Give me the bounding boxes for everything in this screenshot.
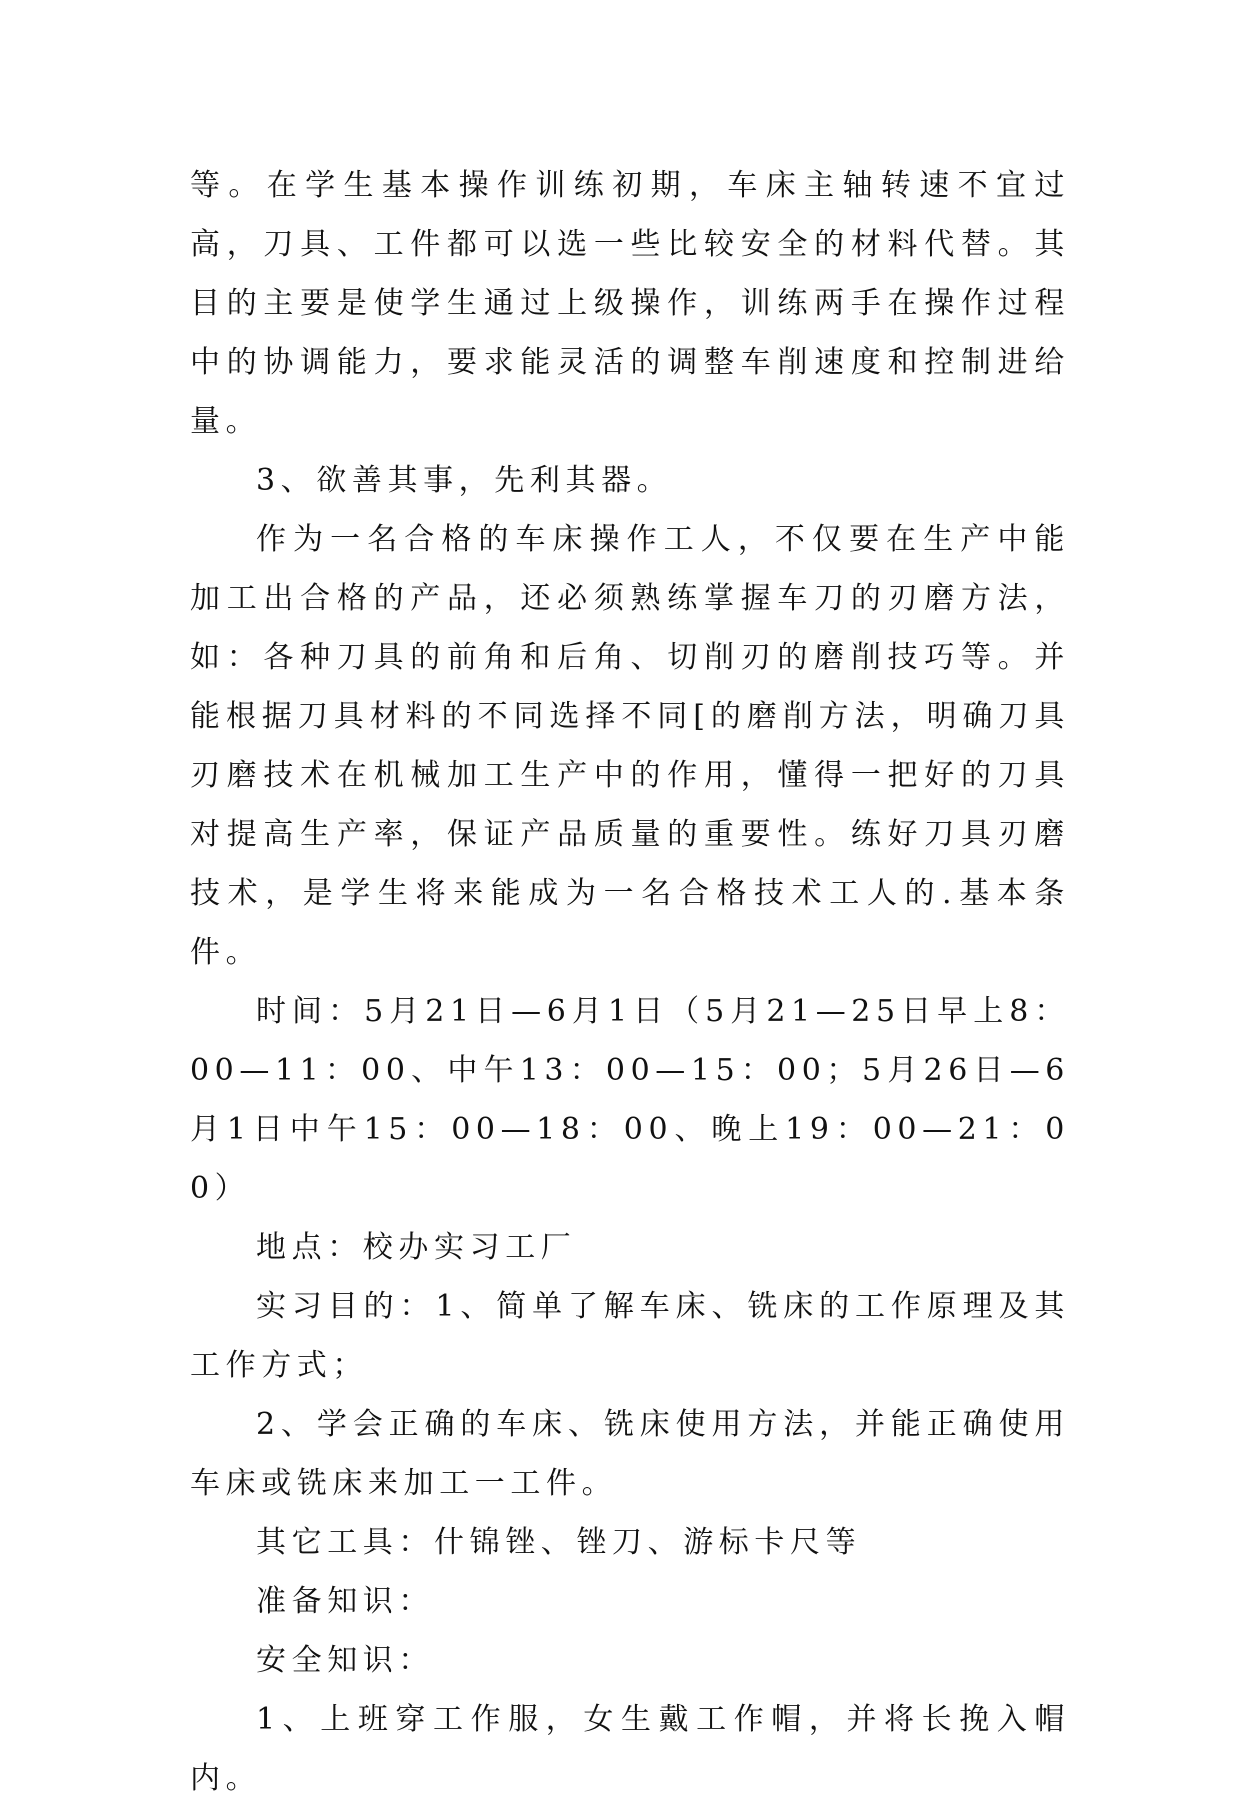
paragraph-time: 时间：5月21日—6月1日（5月21—25日早上8：00—11：00、中午13：00—15：00；5月26日—6月1日中午15：00—18：00、晚上19：00—21：00） bbox=[190, 994, 1070, 1206]
paragraph-continued: 等。在学生基本操作训练初期，车床主轴转速不宜过高，刀具、工件都可以选一些比较安全的材料代替。其目的主要是使学生通过上级操作，训练两手在操作过程中的协调能力，要求能灵活的调整车削速度和控制进给量。 bbox=[190, 168, 1070, 439]
paragraph-heading-3: 3、欲善其事，先利其器。 bbox=[256, 463, 673, 498]
paragraph-preparation: 准备知识： bbox=[256, 1584, 434, 1619]
paragraph-safety: 安全知识： bbox=[256, 1643, 434, 1678]
paragraph-tool-sharpening: 作为一名合格的车床操作工人，不仅要在生产中能加工出合格的产品，还必须熟练掌握车刀的刃磨方法，如：各种刀具的前角和后角、切削刃的磨削技巧等。并能根据刀具材料的不同选择不同[的磨削方法，明确刀具刃磨技术在机械加工生产中的作用，懂得一把好的刀具对提高生产率，保证产品质量的重要性。练好刀具刃磨技术，是学生将来能成为一名合格技术工人的.基本条件。 bbox=[190, 522, 1070, 970]
document-body bbox=[190, 156, 1070, 1808]
paragraph-purpose-2: 2、学会正确的车床、铣床使用方法，并能正确使用车床或铣床来加工一工件。 bbox=[190, 1407, 1070, 1501]
paragraph-location: 地点：校办实习工厂 bbox=[256, 1230, 577, 1265]
paragraph-other-tools: 其它工具：什锦锉、锉刀、游标卡尺等 bbox=[256, 1525, 862, 1560]
paragraph-purpose-1: 实习目的：1、简单了解车床、铣床的工作原理及其工作方式； bbox=[190, 1289, 1070, 1383]
paragraph-safety-1: 1、上班穿工作服，女生戴工作帽，并将长挽入帽内。 bbox=[190, 1702, 1070, 1796]
